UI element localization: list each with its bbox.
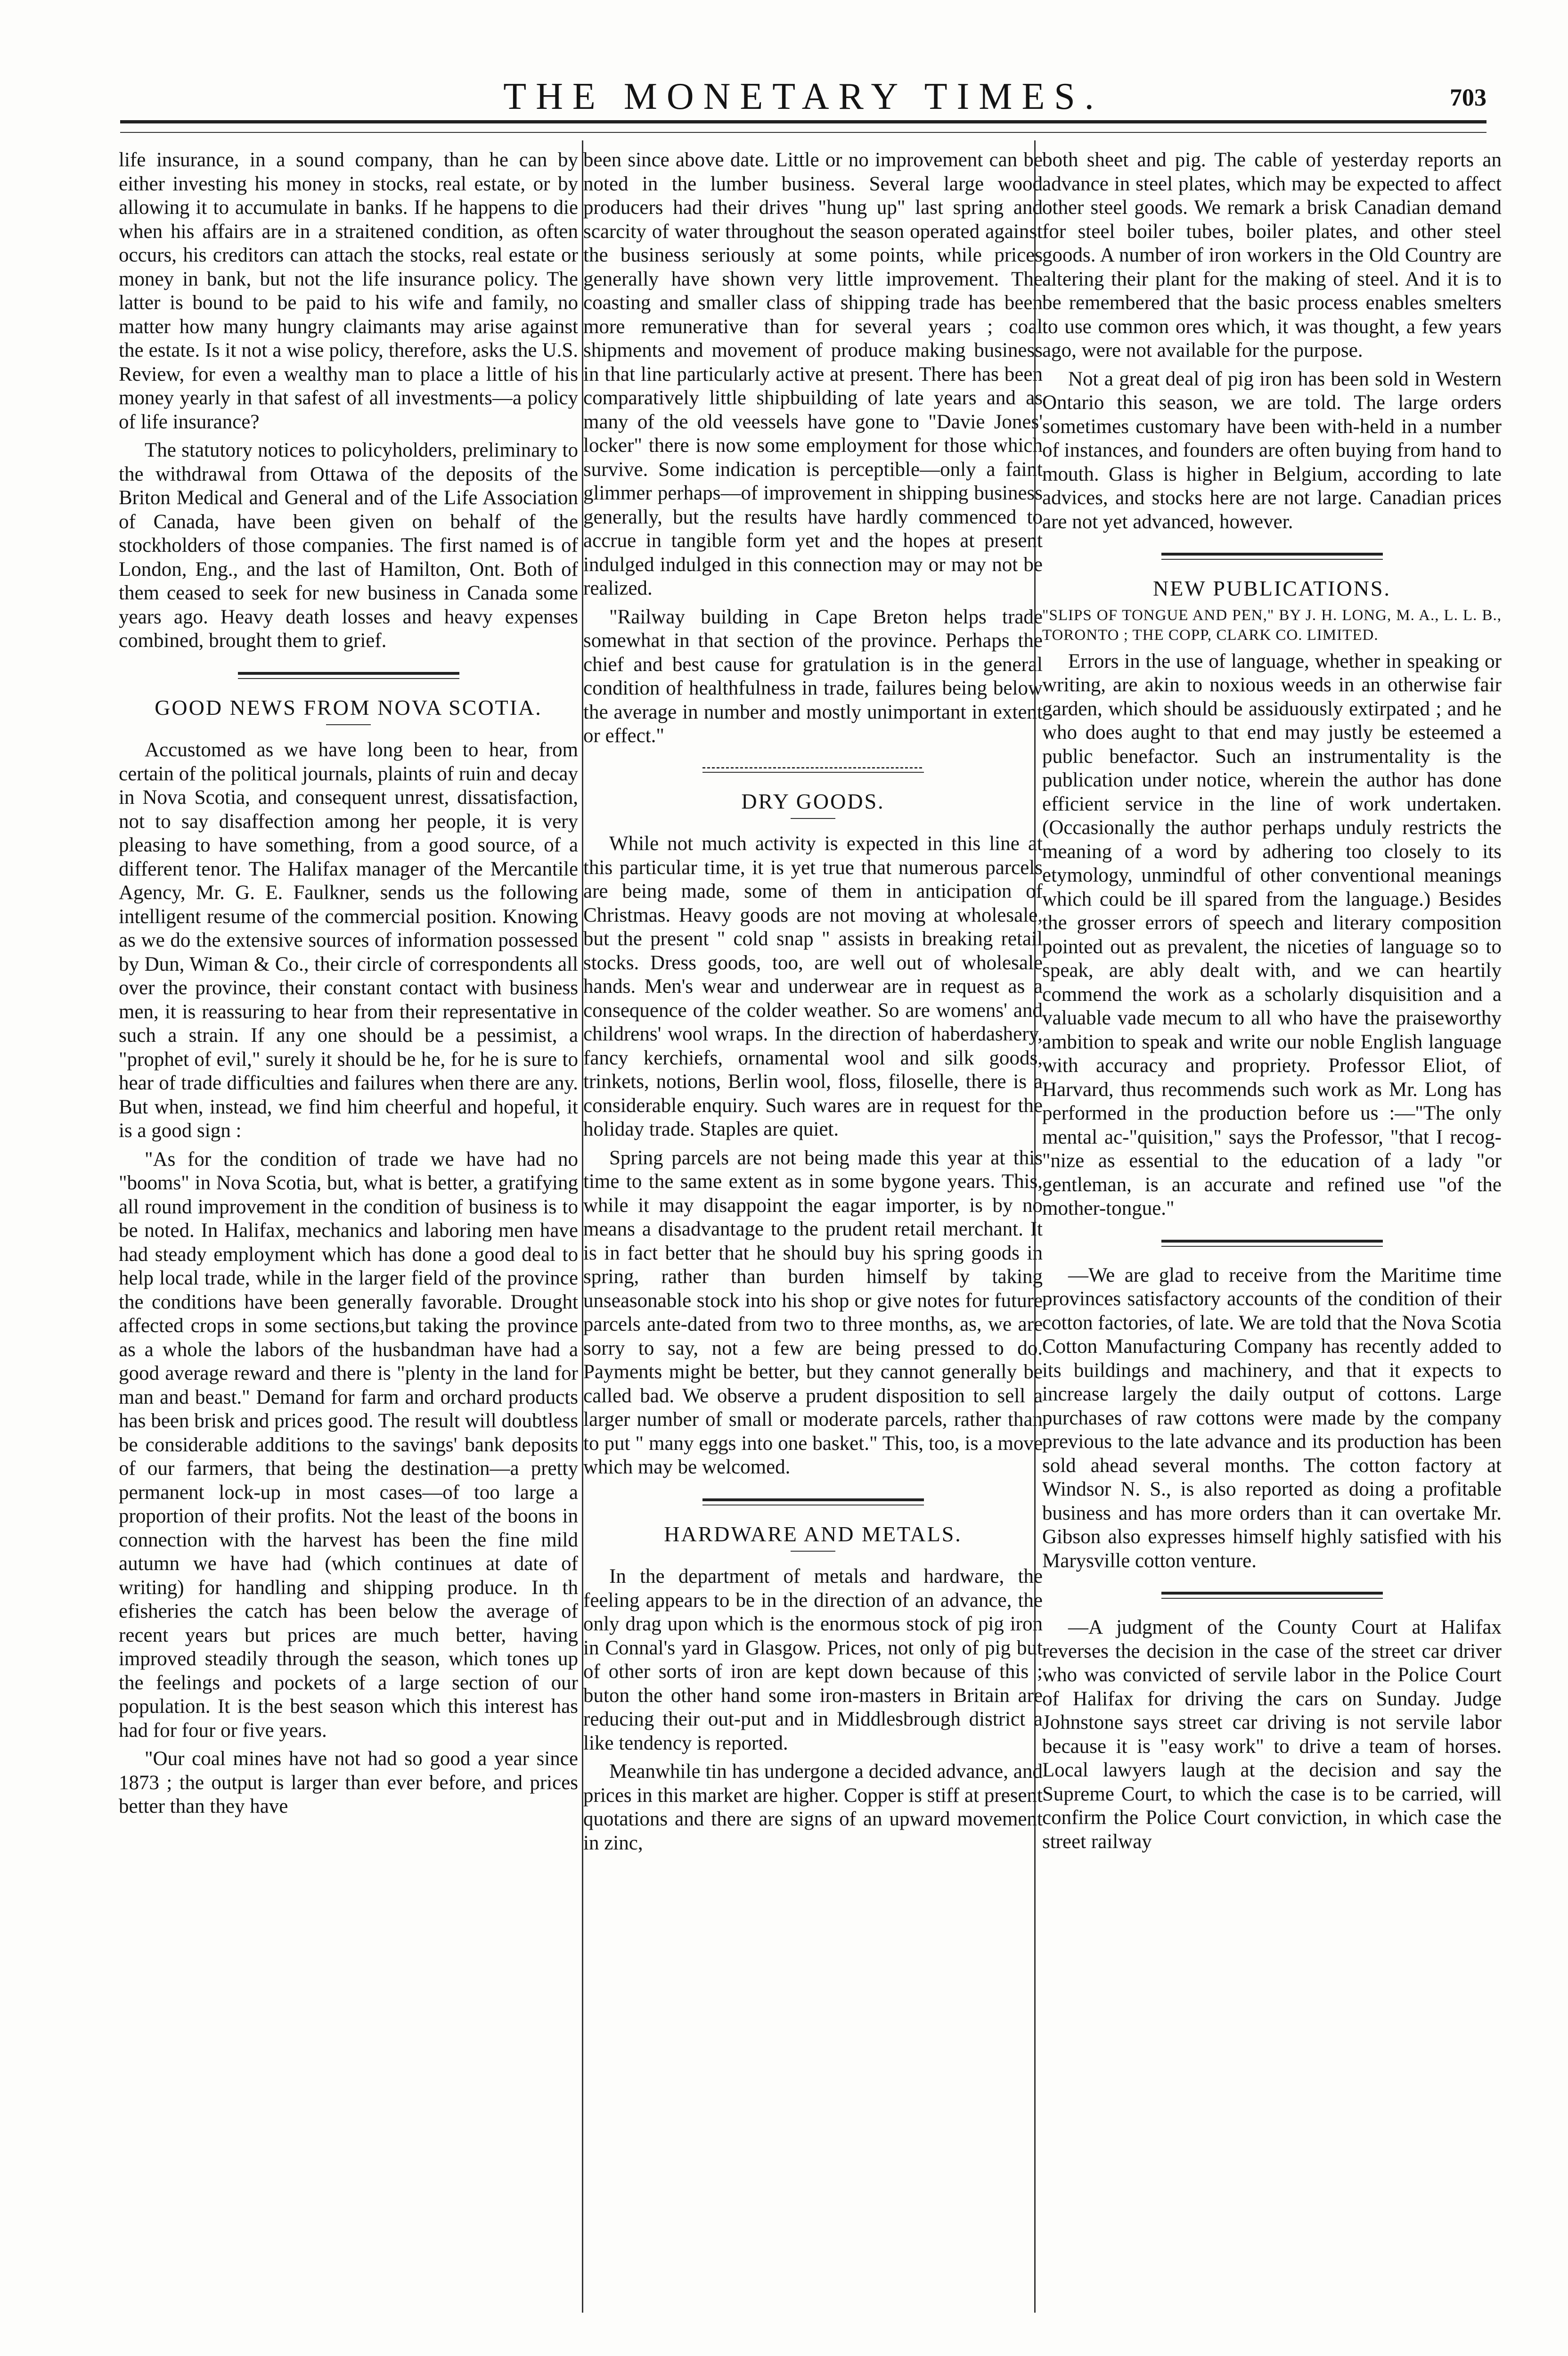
heading-rule [791,1551,835,1552]
paragraph: both sheet and pig. The cable of yesterday reports an advance in steel plates, which may be expected to affect other steel goods. We remark a brisk Canadian demand for steel boiler tubes, boiler plates, and other steel goods. A number of iron workers in the Old Country are altering their plant for the making of steel. And it is to be remembered that the basic process enables smelters to use common ores which, it was thought, a few years ago, were not available for the purpose. [1042,149,1502,361]
page-header [120,71,1486,127]
paragraph: "Railway building in Cape Breton helps trade somewhat in that section of the province. Perhaps the chief and best cause for gratulation is in the general condition of healthfulness in trade, failures being below the average in number and mostly unimportant in extent or effect." [583,605,1043,747]
paragraph: While not much activity is expected in this line at this particular time, it is yet true that numerous parcels are being made, some of them in anticipation of Christmas. Heavy goods are not moving at wholesale, but the present " cold snap " assists in breaking retail stocks. Dress goods, too, are well out of wholesale hands. Men's wear and underwear are in request as a consequence of the colder weather. So are womens' and childrens' wool wraps. In the direction of haberdashery, fancy kerchiefs, ornamental wool and silk goods, trinkets, notions, Berlin wool, floss, filoselle, there is a considerable enquiry. Such wares are in request for the holiday trade. Staples are quiet. [583,833,1043,1140]
masthead: THE MONETARY TIMES. [503,76,1103,117]
section-separator [1161,1240,1383,1247]
paragraph: been since above date. Little or no improvement can be noted in the lumber business. Several large wood producers had their drives "hung up" last spring and scarcity of water throughout the season operated against the business seriously at some points, while prices generally have shown very little improvement. The coasting and smaller class of shipping trade has been more remunerative than for several years ; coal shipments and movement of produce making business in that line particularly active at present. There has been comparatively little shipbuilding of late years and as many of the old veessels have gone to "Davie Jones' locker" there is now some employment for those which survive. Some indication is perceptible—only a faint glimmer perhaps—of improvement in shipping business generally, but the results have hardly commenced to accrue in tangible form yet and the hopes at present indulged indulged in this connection may or may not be realized. [583,149,1043,599]
paragraph: The statutory notices to policyholders, preliminary to the withdrawal from Ottawa of the deposits of the Briton Medical and General and of the Life Association of Canada, have been given on behalf of the stockholders of those companies. The first named is of London, Eng., and the last of Hamilton, Ont. Both of them ceased to seek for new business in Canada some years ago. Heavy death losses and heavy expenses combined, brought them to grief. [119,439,578,652]
paragraph: "Our coal mines have not had so good a year since 1873 ; the output is larger than ever before, and prices better than they have [119,1748,578,1817]
section-separator [1161,553,1383,560]
section-heading: NEW PUBLICATIONS. [1152,576,1391,600]
column-1 [119,148,578,2316]
paragraph: life insurance, in a sound company, than he can by either investing his money in stocks, real estate, or by allowing it to accumulate in banks. If he happens to die when his affairs are in a straitened condition, as often occurs, his creditors can attach the stocks, real estate or money in bank, but not the life insurance policy. The latter is bound to be paid to his wife and family, no matter how many hungry claimants may arise against the estate. Is it not a wise policy, therefore, asks the U.S. Review, for even a wealthy man to place a little of his money yearly in that safest of all investments—a policy of life insurance? [119,149,578,433]
heading-rule [791,818,835,819]
paragraph: Errors in the use of language, whether in speaking or writing, are akin to noxious weeds in an otherwise fair garden, which should be assiduously extirpated ; and he who does aught to that end may justly be esteemed a public benefactor. Such an instrumentality is the publication under notice, wherein the author has done efficient service in the line of work undertaken. (Occasionally the author perhaps unduly restricts the meaning of a word by adhering too closely to its etymology, unmindful of other conventional meanings which could be ill spared from the language.) Besides the grosser errors of speech and literary composition pointed out as prevalent, the niceties of language so to speak, are ably dealt with, and we can heartily commend the work as a scholarly disquisition and a valuable vade mecum to all who have the praiseworthy ambition to speak and write our noble English language with accuracy and propriety. Professor Eliot, of Harvard, thus recommends such work as Mr. Long has performed in the production before us :—"The only mental ac-"quisition," says the Professor, "that I recog-"nize as essential to the education of a lady "or gentleman, is an accurate and refined use "of the mother-tongue." [1042,650,1502,1219]
paragraph: —We are glad to receive from the Maritime time provinces satisfactory accounts of the condition of their cotton factories, of late. We are told that the Nova Scotia Cotton Manufacturing Company has recently added to its buildings and machinery, and that it expects to increase largely the daily output of cottons. Large purchases of raw cottons were made by the company previous to the late advance and its production has been sold ahead several months. The cotton factory at Windsor N. S., is also reported as doing a profitable business and has more orders than it can overtake Mr. Gibson also expresses himself highly satisfied with his Marysville cotton venture. [1042,1264,1502,1572]
paragraph: "As for the condition of trade we have had no "booms" in Nova Scotia, but, what is better, a gratifying all round improvement in the condition of business is to be noted. In Halifax, mechanics and laboring men have had steady employment which has done a good deal to help local trade, while in the larger field of the province the conditions have been generally favorable. Drought affected crops in some sections,but taking the province as a whole the labors of the husbandman have had a good average reward and there is "plenty in the land for man and beast." Demand for farm and orchard products has been brisk and prices good. The result will doubtless be considerable additions to the savings' bank deposits of our farmers, that being the destination—a pretty permanent lock-up in most cases—of too large a proportion of their profits. Not the least of the boons in connection with the harvest has been the fine mild autumn we have had (which continues at date of writing) for handling and shipping produce. In th efisheries the catch has been below the average of recent years but prices are much better, having improved steadily through the season, which tones up the feelings and pockets of a large section of our population. It is the best season which this interest has had for four or five years. [119,1148,578,1742]
column-2 [583,148,1043,2316]
paragraph: Meanwhile tin has undergone a decided advance, and prices in this market are higher. Copper is stiff at present quotations and there are signs of an upward movement in zinc, [583,1760,1043,1854]
header-rule-thick [120,120,1486,123]
paragraph: Accustomed as we have long been to hear, from certain of the political journals, plaints of ruin and decay in Nova Scotia, and consequent unrest, dissatisfaction, not to say disaffection among her people, it is very pleasing to have something, from a good source, of a different tenor. The Halifax manager of the Mercantile Agency, Mr. G. E. Faulkner, sends us the following intelligent resume of the commercial position. Knowing as we do the extensive sources of information possessed by Dun, Wiman & Co., their circle of correspondents all over the province, their constant contact with business men, it is reassuring to hear from their representative in such a strain. If any one should be a pessimist, a "prophet of evil," surely it should be he, for he is sure to hear of trade difficulties and failures when there are any. But when, instead, we find him cheerful and hopeful, it is a good sign : [119,739,578,1142]
column-3 [1042,148,1502,2316]
section-heading: GOOD NEWS FROM NOVA SCOTIA. [155,695,542,720]
section-separator [702,1498,924,1505]
section-separator [702,767,924,773]
paragraph: In the department of metals and hardware, the feeling appears to be in the direction of an advance, the only drag upon which is the enormous stock of pig iron in Connal's yard in Glasgow. Prices, not only of pig but of other sorts of iron are kept down because of this ; buton the other hand some iron-masters in Britain are reducing their out-put and in Middlesbrough district a like tendency is reported. [583,1565,1043,1754]
heading-rule [326,724,371,725]
paragraph: Not a great deal of pig iron has been sold in Western Ontario this season, we are told. The large orders sometimes customary have been with-held in a number of instances, and founders are often buying from hand to mouth. Glass is higher in Belgium, according to late advices, and stocks here are not large. Canadian prices are not yet advanced, however. [1042,368,1502,533]
section-separator [1161,1592,1383,1599]
book-citation: "SLIPS OF TONGUE AND PEN," BY J. H. LONG, M. A., L. L. B., TORONTO ; THE COPP, CLARK CO. LIMITED. [1042,606,1502,644]
header-rule-thin [120,132,1486,133]
paragraph: Spring parcels are not being made this year at this time to the same extent as in some bygone years. This, while it may disappoint the eagar importer, is by no means a disadvantage to the prudent retail merchant. It is in fact better that he should buy his spring goods in spring, rather than burden himself by taking unseasonable stock into his shop or give notes for future parcels ante-dated from two to three months, as, we are sorry to say, not a few are being pressed to do. Payments might be better, but they cannot generally be called bad. We observe a prudent disposition to sell a larger number of small or moderate parcels, rather than to put " many eggs into one basket." This, too, is a move which may be welcomed. [583,1146,1043,1478]
page-number: 703 [1450,84,1486,111]
section-heading: DRY GOODS. [741,789,885,813]
paragraph: —A judgment of the County Court at Halifax reverses the decision in the case of the street car driver who was convicted of servile labor in the Police Court of Halifax for driving the cars on Sunday. Judge Johnstone says street car driving is not servile labor because it is "easy work" to drive a team of horses. Local lawyers laugh at the decision and say the Supreme Court, to which the case is to be carried, will confirm the Police Court conviction, in which case the street railway [1042,1616,1502,1853]
section-heading: HARDWARE AND METALS. [664,1522,962,1546]
section-separator [238,672,459,679]
